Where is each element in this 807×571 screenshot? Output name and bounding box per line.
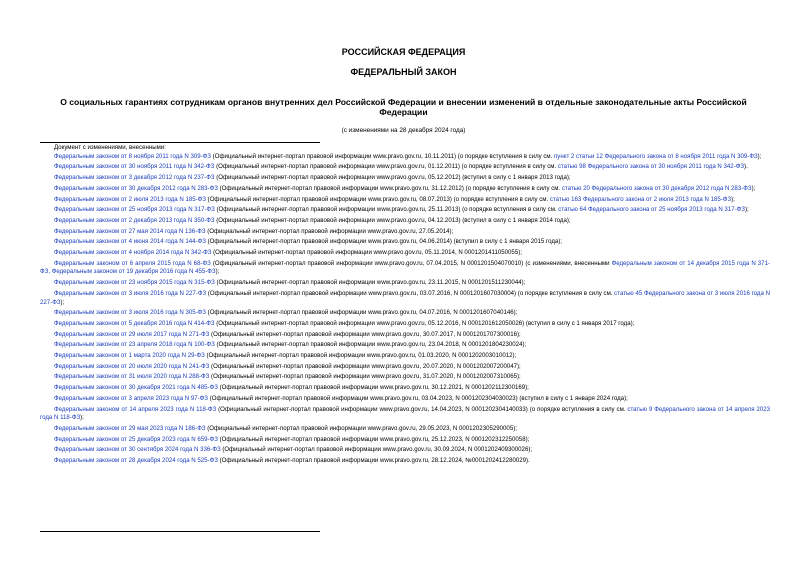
amendments-block <box>40 144 770 468</box>
amendment-reference-link[interactable]: статью 9 Федерального закона от 14 апреля 2023 года N 118-ФЗ <box>40 405 770 422</box>
amendment-law-link[interactable]: Федеральным законом от 31 июля 2020 года N 288-ФЗ <box>54 373 210 381</box>
amendment-law-link[interactable]: Федеральным законом от 3 июля 2016 года N 227-ФЗ <box>54 289 207 297</box>
entry-spacer <box>40 466 770 468</box>
amendment-entry <box>40 249 770 258</box>
amendment-tail: ); <box>60 298 65 306</box>
amendment-text: (Официальный интернет-портал правовой информации www.pravo.gov.ru, 04.07.2016, N 0001201607040146); <box>205 309 518 317</box>
amendment-law-link[interactable]: Федеральным законом от 23 апреля 2018 года N 100-ФЗ <box>54 341 215 349</box>
amendment-entry <box>40 174 770 183</box>
amendment-law-link[interactable]: Федеральным законом от 30 сентября 2024 года N 336-ФЗ <box>54 446 221 454</box>
amendment-text: (Официальный интернет-портал правовой информации www.pravo.gov.ru, 03.04.2023, N 0001202304030023) (вступил в силу с 1 января 2024 года); <box>208 394 628 402</box>
amendment-entry <box>40 217 770 226</box>
amendment-reference-link[interactable]: статью 45 Федерального закона от 3 июля 2016 года N 227-ФЗ <box>40 289 770 306</box>
amendment-law-link[interactable]: Федеральным законом от 14 апреля 2023 года N 118-ФЗ <box>54 405 217 413</box>
amendment-entry <box>40 238 770 247</box>
amendment-entry <box>40 163 770 172</box>
amendment-text: (Официальный интернет-портал правовой информации www.pravo.gov.ru, 04.12.2013) (вступил в силу с 1 января 2014 года); <box>214 216 571 224</box>
amendment-text: (Официальный интернет-портал правовой информации www.pravo.gov.ru, 27.05.2014); <box>205 227 454 235</box>
amendment-entry <box>40 290 770 307</box>
doc-type-heading: ФЕДЕРАЛЬНЫЙ ЗАКОН <box>350 67 457 77</box>
amendment-law-link[interactable]: Федеральным законом от 3 апреля 2023 года N 97-ФЗ <box>54 394 208 402</box>
amendment-text: (Официальный интернет-портал правовой информации www.pravo.gov.ru, 29.05.2023, N 0001202305290005); <box>205 424 517 432</box>
amendment-text: (Официальный интернет-портал правовой информации www.pravo.gov.ru, 30.07.2017, N 0001201707300016); <box>209 330 521 338</box>
amendment-reference-link[interactable]: статью 20 Федерального закона от 30 декабря 2012 года N 283-ФЗ <box>561 184 752 192</box>
amendment-law-link[interactable]: Федеральным законом от 1 марта 2020 года N 29-ФЗ <box>54 352 205 360</box>
amendment-entry <box>40 436 770 445</box>
amendment-text: (Официальный интернет-портал правовой информации www.pravo.gov.ru, 31.07.2020, N 0001202007310065); <box>209 373 521 381</box>
amendment-entry <box>40 352 770 361</box>
amendment-reference-link[interactable]: статью 163 Федерального закона от 2 июля 2013 года N 185-ФЗ <box>549 195 732 203</box>
document-title: О социальных гарантиях сотрудникам органов внутренних дел Российской Федерации и внесении изменений в отдельные законодательные акты Российской Федерации <box>60 97 747 117</box>
amendment-law-link[interactable]: Федеральным законом от 8 ноября 2011 года N 309-ФЗ <box>54 152 211 160</box>
amendment-law-link[interactable]: Федеральным законом от 29 мая 2023 года N 186-ФЗ <box>54 424 206 432</box>
revision-note: (с изменениями на 28 декабря 2024 года) <box>341 127 466 134</box>
amendment-entry <box>40 279 770 288</box>
amendment-reference-link[interactable]: статью 98 Федерального закона от 30 ноября 2011 года N 342-ФЗ <box>557 163 745 171</box>
amendment-text: (Официальный интернет-портал правовой информации www.pravo.gov.ru, 05.12.2012) (вступил в силу с 1 января 2013 года); <box>214 174 571 182</box>
amendment-entry <box>40 185 770 194</box>
amendment-law-link[interactable]: Федеральным законом от 28 декабря 2024 года N 525-ФЗ <box>54 457 218 465</box>
amendment-text: (Официальный интернет-портал правовой информации www.pravo.gov.ru, 31.12.2012) (о порядке вступления в силу см. <box>217 184 562 192</box>
amendment-reference-link[interactable]: пункт 2 статьи 12 Федерального закона от 8 ноября 2011 года N 309-ФЗ <box>554 152 758 160</box>
amendment-text: (Официальный интернет-портал правовой информации www.pravo.gov.ru, 20.07.2020, N 0001202007200047); <box>209 362 521 370</box>
amendment-tail: ); <box>731 195 735 203</box>
amendment-text: (Официальный интернет-портал правовой информации www.pravo.gov.ru, 03.07.2016, N 0001201607030004) (о порядке вступления в силу см. <box>206 289 615 297</box>
amendment-entry <box>40 425 770 434</box>
top-divider <box>40 142 320 143</box>
amendment-text: (Официальный интернет-портал правовой информации www.pravo.gov.ru, 23.04.2018, N 0001201804230024); <box>214 341 527 349</box>
amendment-entry <box>40 260 770 277</box>
amendment-tail: ); <box>215 268 220 276</box>
amendment-tail: ); <box>744 206 749 214</box>
amendment-entry <box>40 363 770 372</box>
amendment-law-link[interactable]: Федеральным законом от 3 декабря 2012 года N 237-ФЗ <box>54 174 215 182</box>
amendment-law-link[interactable]: Федеральным законом от 5 декабря 2016 года N 414-ФЗ <box>54 319 215 327</box>
amendment-entry <box>40 395 770 404</box>
amendment-text: (Официальный интернет-портал правовой информации www.pravo.gov.ru, 28.12.2024, №0001202412280029). <box>217 457 530 465</box>
amendment-law-link[interactable]: Федеральным законом от 30 ноября 2011 года N 342-ФЗ <box>54 163 215 171</box>
amendment-law-link[interactable]: Федеральным законом от 29 июля 2017 года N 271-ФЗ <box>54 330 210 338</box>
amendment-entry <box>40 373 770 382</box>
amendment-text: (Официальный интернет-портал правовой информации www.pravo.gov.ru, 04.06.2014) (вступил в силу с 1 января 2015 года); <box>205 238 562 246</box>
amendment-entry <box>40 206 770 215</box>
amendment-text: (Официальный интернет-портал правовой информации www.pravo.gov.ru, 01.03.2020, N 0001202003010012); <box>204 352 517 360</box>
amendment-text: (Официальный интернет-портал правовой информации www.pravo.gov.ru, 05.12.2016, N 0001201612050026) (вступил в силу с 1 января 2017 года); <box>214 319 635 327</box>
amendment-text: (Официальный интернет-портал правовой информации www.pravo.gov.ru, 25.11.2013) (о порядке вступления в силу см. <box>214 206 559 214</box>
amendment-text: (Официальный интернет-портал правовой информации www.pravo.gov.ru, 08.07.2013) (о порядке вступления в силу см. <box>205 195 550 203</box>
amendment-entry <box>40 320 770 329</box>
amendments-list <box>40 153 770 468</box>
amendment-text: (Официальный интернет-портал правовой информации www.pravo.gov.ru, 05.11.2014, N 0001201411050055); <box>211 249 522 257</box>
amendment-entry <box>40 384 770 393</box>
amendment-text: (Официальный интернет-портал правовой информации www.pravo.gov.ru, 07.04.2015, N 0001201504070010) (с изменениями, внесенными <box>210 259 612 267</box>
amendment-text: (Официальный интернет-портал правовой информации www.pravo.gov.ru, 10.11.2011) (о порядке вступления в силу см. <box>210 152 554 160</box>
amendment-law-link[interactable]: Федеральным законом от 3 июля 2016 года N 305-ФЗ <box>54 309 206 317</box>
amendment-text: (Официальный интернет-портал правовой информации www.pravo.gov.ru, 25.12.2023, N 0001202312250058); <box>217 435 530 443</box>
amendment-entry <box>40 228 770 237</box>
amendment-law-link[interactable]: Федеральным законом от 30 декабря 2012 года N 283-ФЗ <box>54 184 218 192</box>
amendment-text: (Официальный интернет-портал правовой информации www.pravo.gov.ru, 14.04.2023, N 0001202304140033) (о порядке вступления в силу см. <box>216 405 628 413</box>
amendment-tail: ); <box>757 152 762 160</box>
amendment-law-link[interactable]: Федеральным законом от 20 июля 2020 года N 241-ФЗ <box>54 362 210 370</box>
amendment-law-link[interactable]: Федеральным законом от 27 мая 2014 года N 136-ФЗ <box>54 227 206 235</box>
amendment-law-link[interactable]: Федеральным законом от 2 декабря 2013 года N 350-ФЗ <box>54 216 215 224</box>
amendment-text: (Официальный интернет-портал правовой информации www.pravo.gov.ru, 23.11.2015, N 0001201511230044); <box>214 279 526 287</box>
amendments-intro: Документ с изменениями, внесенными: <box>54 144 166 151</box>
amendment-tail: ); <box>751 184 756 192</box>
amendment-text: (Официальный интернет-портал правовой информации www.pravo.gov.ru, 30.09.2024, N 0001202409300026); <box>220 446 533 454</box>
amendment-entry <box>40 457 770 466</box>
amendment-law-link[interactable]: Федеральным законом от 25 ноября 2013 года N 317-ФЗ <box>54 206 215 214</box>
amendment-reference-link[interactable]: Федеральным законом от 14 декабря 2015 года N 371-ФЗ, Федеральным законом от 19 декабря 2016 года N 455-ФЗ <box>40 259 770 276</box>
amendment-entry <box>40 153 770 162</box>
amendment-text: (Официальный интернет-портал правовой информации www.pravo.gov.ru, 30.12.2021, N 0001202112300169); <box>217 384 529 392</box>
amendment-law-link[interactable]: Федеральным законом от 25 декабря 2023 года N 659-ФЗ <box>54 435 218 443</box>
amendment-entry <box>40 341 770 350</box>
amendment-text: (Официальный интернет-портал правовой информации www.pravo.gov.ru, 01.12.2011) (о порядке вступления в силу см. <box>214 163 558 171</box>
amendment-tail: ). <box>744 163 748 171</box>
amendment-reference-link[interactable]: статью 64 Федерального закона от 25 ноября 2013 года N 317-ФЗ <box>558 206 745 214</box>
amendment-law-link[interactable]: Федеральным законом от 6 апреля 2015 года N 68-ФЗ <box>54 259 211 267</box>
amendment-law-link[interactable]: Федеральным законом от 23 ноября 2015 года N 315-ФЗ <box>54 279 215 287</box>
amendment-entry <box>40 446 770 455</box>
amendment-law-link[interactable]: Федеральным законом от 2 июля 2013 года N 185-ФЗ <box>54 195 206 203</box>
amendment-law-link[interactable]: Федеральным законом от 30 декабря 2021 года N 485-ФЗ <box>54 384 218 392</box>
amendment-entry <box>40 196 770 205</box>
amendment-law-link[interactable]: Федеральным законом от 4 ноября 2014 года N 342-ФЗ <box>54 249 212 257</box>
amendment-entry <box>40 309 770 318</box>
country-heading: РОССИЙСКАЯ ФЕДЕРАЦИЯ <box>341 47 466 57</box>
amendment-entry <box>40 406 770 423</box>
bottom-divider <box>40 531 320 532</box>
amendment-law-link[interactable]: Федеральным законом от 4 июня 2014 года N 144-ФЗ <box>54 238 206 246</box>
amendment-tail: ); <box>80 414 84 422</box>
amendment-entry <box>40 331 770 340</box>
